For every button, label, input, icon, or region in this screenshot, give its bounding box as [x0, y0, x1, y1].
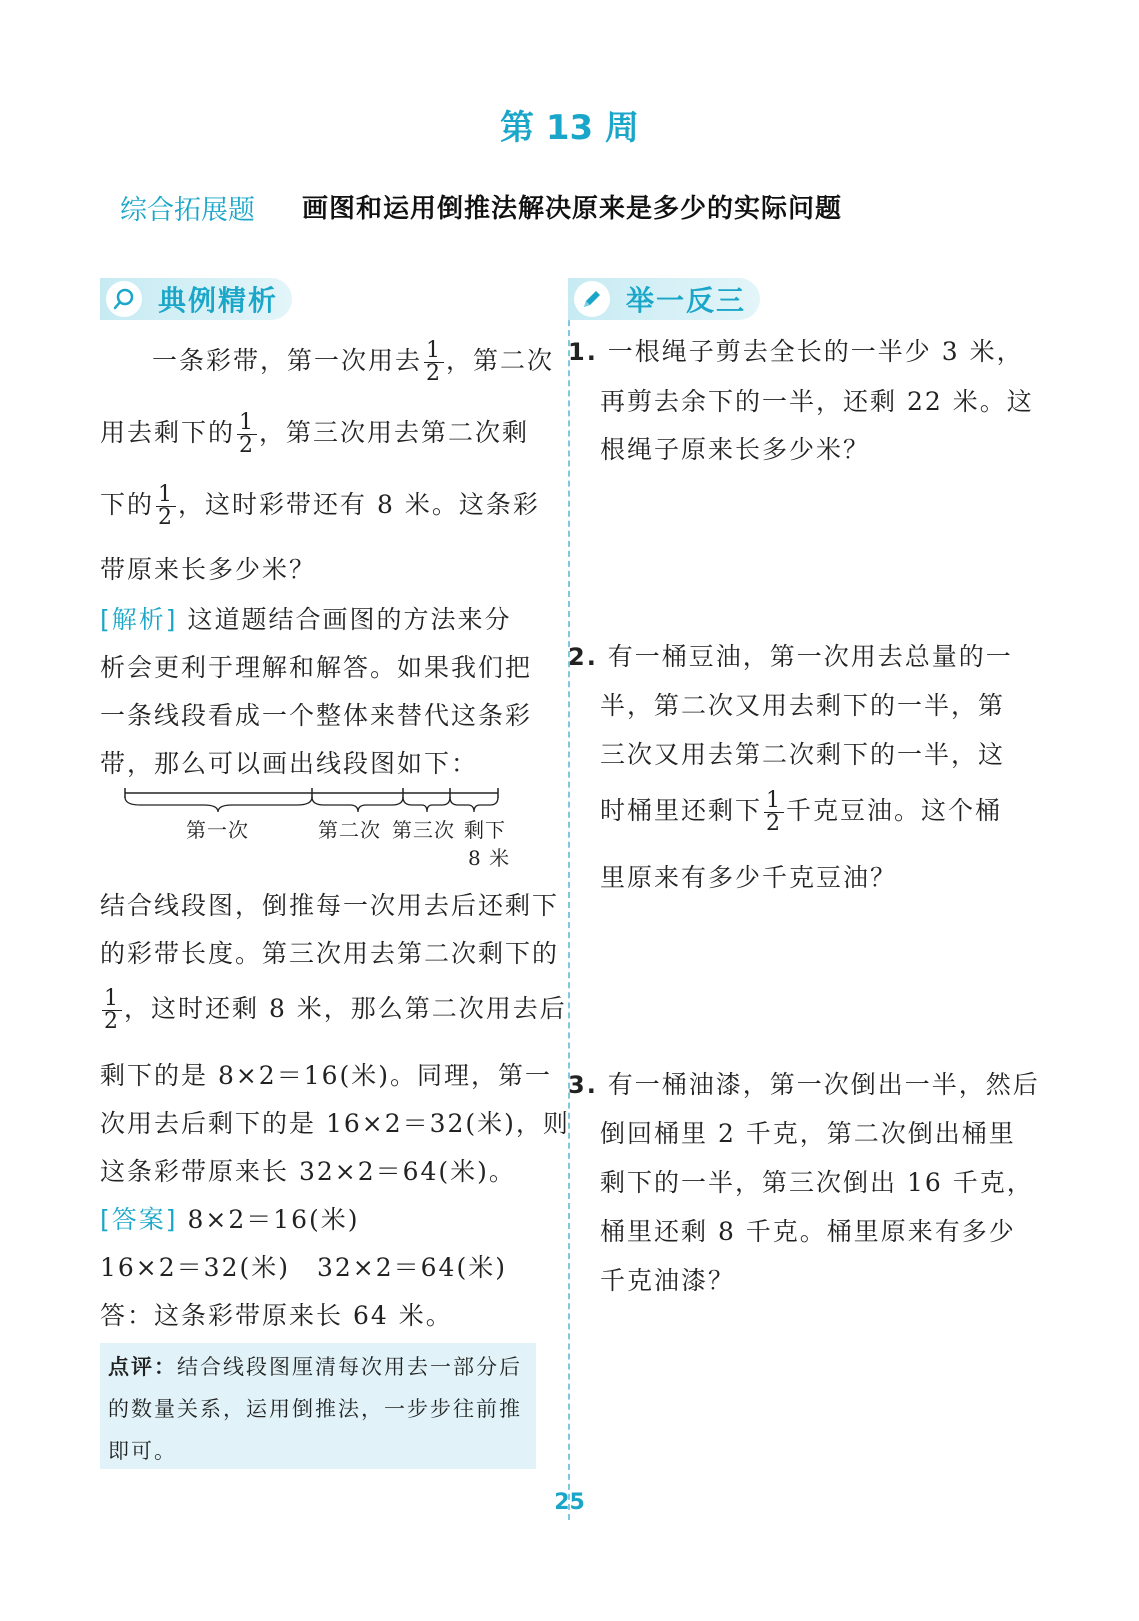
- question-2-line-1: 2. 有一桶豆油，第一次用去总量的一: [568, 642, 1013, 671]
- diagram-label-remain: 剩下: [464, 818, 506, 842]
- example-section-label: 典例精析: [158, 284, 279, 317]
- fraction-half: $\frac{1}{2}$: [158, 482, 175, 530]
- comment-tag: 点评：: [108, 1355, 177, 1379]
- question-1-number: 1.: [568, 338, 598, 366]
- reasoning-line-1: 结合线段图，倒推每一次用去后还剩下: [100, 891, 560, 920]
- question-1-line-2: 再剪去余下的一半，还剩 22 米。这: [600, 387, 1034, 416]
- example-section-header: [100, 278, 292, 320]
- fraction-half: $\frac{1}{2}$: [426, 338, 443, 386]
- answer-line-2: 16×2＝32(米) 32×2＝64(米): [100, 1253, 507, 1282]
- brace-first: [125, 797, 312, 812]
- analysis-tag: [解析]: [100, 605, 178, 634]
- diagram-label-third: 第三次: [392, 818, 455, 842]
- problem-line-4: 带原来长多少米？: [100, 555, 317, 584]
- brace-third: [403, 797, 450, 812]
- comment-line-2: 的数量关系，运用倒推法，一步步往前推: [108, 1397, 522, 1421]
- question-3-line-3: 剩下的一半，第三次倒出 16 千克，: [600, 1168, 1034, 1197]
- question-1-line-3: 根绳子原来长多少米？: [600, 435, 871, 464]
- diagram-remain-value: 8 米: [468, 846, 511, 870]
- comment-box: [100, 1343, 536, 1469]
- analysis-line-2: 析会更利于理解和解答。如果我们把: [100, 653, 533, 682]
- question-3-number: 3.: [568, 1071, 598, 1099]
- fraction-half: $\frac{1}{2}$: [766, 788, 783, 836]
- comment-line-3: 即可。: [108, 1439, 177, 1463]
- question-2-line-4: 时桶里还剩下 $\frac{1}{2}$ 千克豆油。这个桶: [600, 788, 1003, 836]
- practice-section-header: [568, 278, 760, 320]
- reasoning-line-6: 这条彩带原来长 32×2＝64(米)。: [100, 1157, 516, 1186]
- reasoning-line-5: 次用去后剩下的是 16×2＝32(米)，则: [100, 1109, 570, 1138]
- analysis-line-1: [解析] 这道题结合画图的方法来分: [100, 605, 512, 634]
- problem-line-3: 下的 $\frac{1}{2}$ ，这时彩带还有 8 米。这条彩: [100, 482, 540, 530]
- page-number: 25: [554, 1490, 585, 1515]
- topic-title: 画图和运用倒推法解决原来是多少的实际问题: [302, 194, 843, 224]
- pencil-icon: [574, 281, 610, 317]
- problem-line-2: 用去剩下的 $\frac{1}{2}$ ，第三次用去第二次剩: [100, 410, 530, 458]
- question-3-line-2: 倒回桶里 2 千克，第二次倒出桶里: [600, 1119, 1016, 1148]
- diagram-label-second: 第二次: [318, 818, 381, 842]
- practice-section-label: 举一反三: [626, 284, 747, 317]
- category-label: 综合拓展题: [120, 195, 255, 226]
- question-1-line-1: 1. 一根绳子剪去全长的一半少 3 米，: [568, 337, 1024, 366]
- segment-diagram: [120, 785, 520, 815]
- column-divider: [568, 290, 570, 1520]
- question-2-line-3: 三次又用去第二次剩下的一半，这: [600, 740, 1006, 769]
- comment-line-1: 点评：结合线段图厘清每次用去一部分后: [108, 1355, 522, 1379]
- problem-line-1: 一条彩带，第一次用去 $\frac{1}{2}$ ，第二次: [152, 338, 555, 386]
- question-2-line-5: 里原来有多少千克豆油？: [600, 863, 898, 892]
- analysis-line-3: 一条线段看成一个整体来替代这条彩: [100, 701, 533, 730]
- fraction-half: $\frac{1}{2}$: [239, 410, 256, 458]
- week-title: 第 13 周: [500, 108, 639, 148]
- brace-second: [312, 797, 403, 812]
- diagram-label-first: 第一次: [186, 818, 249, 842]
- answer-tag: [答案]: [100, 1205, 178, 1234]
- question-3-line-5: 千克油漆？: [600, 1266, 736, 1295]
- question-2-line-2: 半，第二次又用去剩下的一半，第: [600, 691, 1006, 720]
- brace-remain: [450, 797, 498, 812]
- question-3-line-4: 桶里还剩 8 千克。桶里原来有多少: [600, 1217, 1016, 1246]
- fraction-half: $\frac{1}{2}$: [104, 986, 120, 1034]
- search-icon: [106, 281, 142, 317]
- question-3-line-1: 3. 有一桶油漆，第一次倒出一半，然后: [568, 1070, 1040, 1099]
- reasoning-line-3: $\frac{1}{2}$ ，这时还剩 8 米，那么第二次用去后: [104, 986, 567, 1034]
- reasoning-line-4: 剩下的是 8×2＝16(米)。同理，第一: [100, 1061, 553, 1090]
- reasoning-line-2: 的彩带长度。第三次用去第二次剩下的: [100, 939, 560, 968]
- analysis-line-4: 带，那么可以画出线段图如下：: [100, 749, 479, 778]
- question-2-number: 2.: [568, 643, 598, 671]
- answer-line-1: [答案] 8×2＝16(米): [100, 1205, 360, 1234]
- answer-line-3: 答：这条彩带原来长 64 米。: [100, 1301, 453, 1330]
